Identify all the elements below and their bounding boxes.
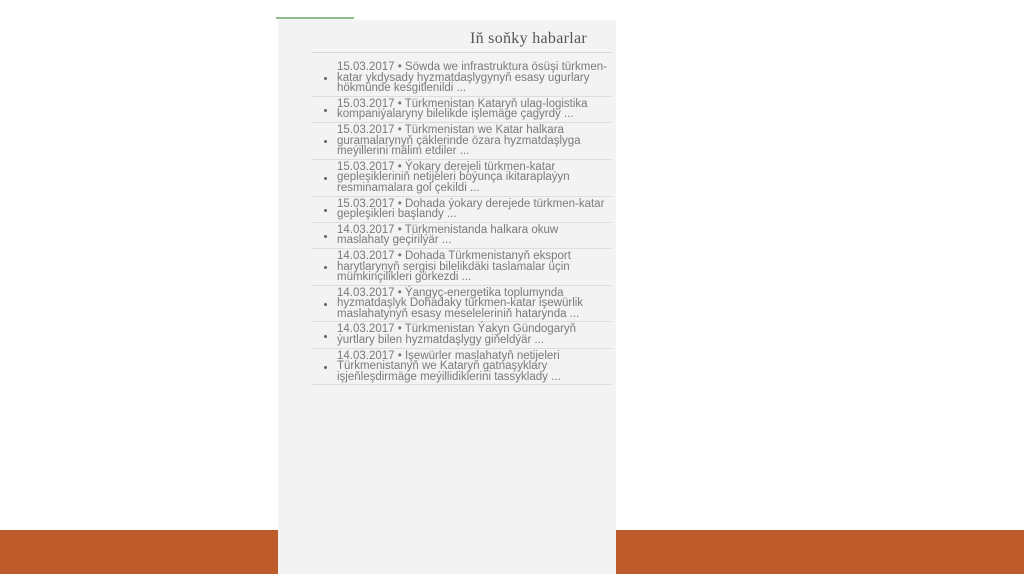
- bullet-icon: [324, 335, 327, 338]
- news-item[interactable]: [312, 162, 612, 197]
- news-link[interactable]: 14.03.2017 • Ýangyç-energetika toplumynda hyzmatdaşlyk Dohadaky türkmen-katar işewürlik maslahatynyň esasy meseleleriniň hatarynda ...: [337, 286, 584, 320]
- news-list: [312, 62, 612, 387]
- news-item[interactable]: [312, 251, 612, 286]
- bullet-icon: [324, 77, 327, 80]
- news-item[interactable]: [312, 351, 612, 386]
- top-accent-line: [276, 17, 354, 19]
- news-item[interactable]: [312, 225, 612, 249]
- title-divider: [312, 52, 612, 53]
- news-item[interactable]: [312, 324, 612, 348]
- news-link[interactable]: 15.03.2017 • Dohada ýokary derejede türkmen-katar gepleşikleri başlandy ...: [337, 197, 605, 221]
- bullet-icon: [324, 209, 327, 212]
- news-link[interactable]: 15.03.2017 • Türkmenistan Kataryň ulag-logistika kompaniýalaryny bilelikde işlemäge çagyrdy ...: [337, 97, 588, 121]
- news-link[interactable]: 14.03.2017 • Türkmenistan Ýakyn Gündogaryň ýurtlary bilen hyzmatdaşlygy giňeldýär ...: [337, 323, 577, 347]
- panel-title: Iň soňky habarlar: [469, 30, 587, 47]
- news-item[interactable]: [312, 288, 612, 323]
- news-item[interactable]: [312, 99, 612, 123]
- bullet-icon: [324, 266, 327, 269]
- bullet-icon: [324, 177, 327, 180]
- news-link[interactable]: 15.03.2017 • Türkmenistan we Katar halkara guramalarynyň çäklerinde özara hyzmatdaşlyga meýillerini mälim etdiler ...: [337, 123, 581, 158]
- news-item[interactable]: [312, 62, 612, 97]
- bullet-icon: [324, 109, 327, 112]
- bullet-icon: [324, 235, 327, 238]
- bullet-icon: [324, 366, 327, 369]
- news-item[interactable]: [312, 125, 612, 160]
- news-link[interactable]: 15.03.2017 • Söwda we infrastruktura ösüşi türkmen-katar ykdysady hyzmatdaşlygynyň esasy ugurlary hökmünde kesgitlenildi ...: [337, 61, 607, 95]
- bullet-icon: [324, 140, 327, 143]
- bullet-icon: [324, 303, 327, 306]
- news-link[interactable]: 14.03.2017 • Işewürler maslahatyň netijeleri Türkmenistanyň we Kataryň gatnaşyklary işjeňleşdirmäge meýillidiklerini tassyklady ...: [337, 349, 561, 383]
- news-item[interactable]: [312, 199, 612, 223]
- news-link[interactable]: 15.03.2017 • Ýokary derejeli türkmen-katar gepleşikleriniň netijeleri boýunça ikitaraplaýyn resminamalara gol çekildi ...: [337, 160, 570, 194]
- news-link[interactable]: 14.03.2017 • Dohada Türkmenistanyň eksport harytlarynyň sergisi bilelikdäki taslamalar üçin mümkinçilikleri görkezdi ...: [337, 249, 571, 284]
- news-link[interactable]: 14.03.2017 • Türkmenistanda halkara okuw maslahaty geçirilýär ...: [337, 223, 559, 247]
- news-panel-content: [312, 22, 612, 574]
